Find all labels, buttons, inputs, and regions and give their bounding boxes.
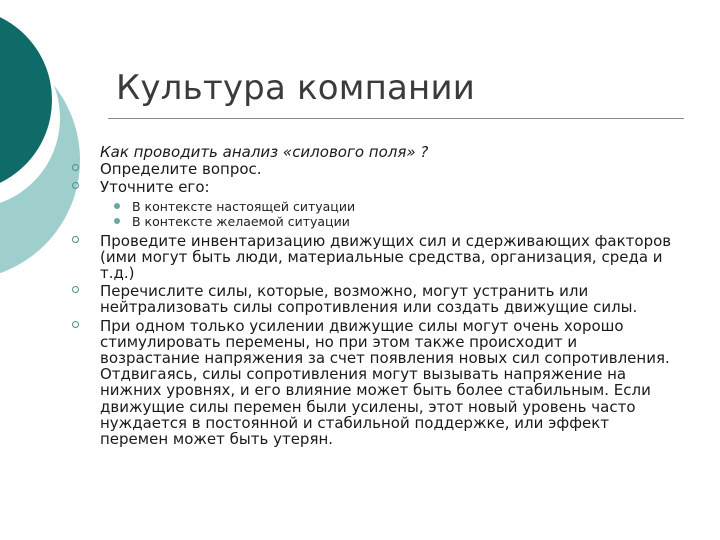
circle-bullet-icon [72,286,79,293]
page-title: Культура компании [116,68,476,108]
title-divider [108,118,684,119]
bullet-text: Перечислите силы, которые, возможно, могут устранить или нейтрализовать силы сопротивления или создать движущие силы. [100,282,638,317]
dot-bullet-icon [114,218,120,224]
circle-bullet-icon [72,236,79,243]
lead-question: Как проводить анализ «силового поля» ? [100,143,429,161]
sub-bullet-text: В контексте желаемой ситуации [132,213,350,229]
dot-bullet-icon [114,203,120,209]
circle-bullet-icon [72,182,79,189]
bullet-item [60,179,680,195]
bullet-item [60,233,680,282]
bullet-text: При одном только усилении движущие силы могут очень хорошо стимулировать перемены, но при этом также происходит и возрастание напряжения за счет появления новых сил сопротивления. Отдвигаясь, силы сопротивления могут вызывать напряжение на нижних уровнях, и его влияние может быть более стабильным. Если движущие силы перемен были усилены, этот новый уровень часто нуждается в постоянной и стабильной поддержке, или эффект перемен может быть утерян. [100,316,670,449]
bullet-item [60,161,680,177]
circle-bullet-icon [72,164,79,171]
sub-bullet-item [60,199,680,214]
bullet-text: Проведите инвентаризацию движущих сил и сдерживающих факторов (ими могут быть люди, материальные средства, организация, среда и т.д.) [100,231,672,283]
bullet-item [60,283,680,315]
circle-bullet-icon [72,321,79,328]
sub-bullet-text: В контексте настоящей ситуации [132,198,356,214]
slide-body [60,144,680,449]
bullet-text: Уточните его: [100,178,210,197]
sub-bullet-item [60,214,680,229]
bullet-text: Определите вопрос. [100,160,262,179]
bullet-item [60,318,680,448]
sub-bullet-list [60,199,680,229]
